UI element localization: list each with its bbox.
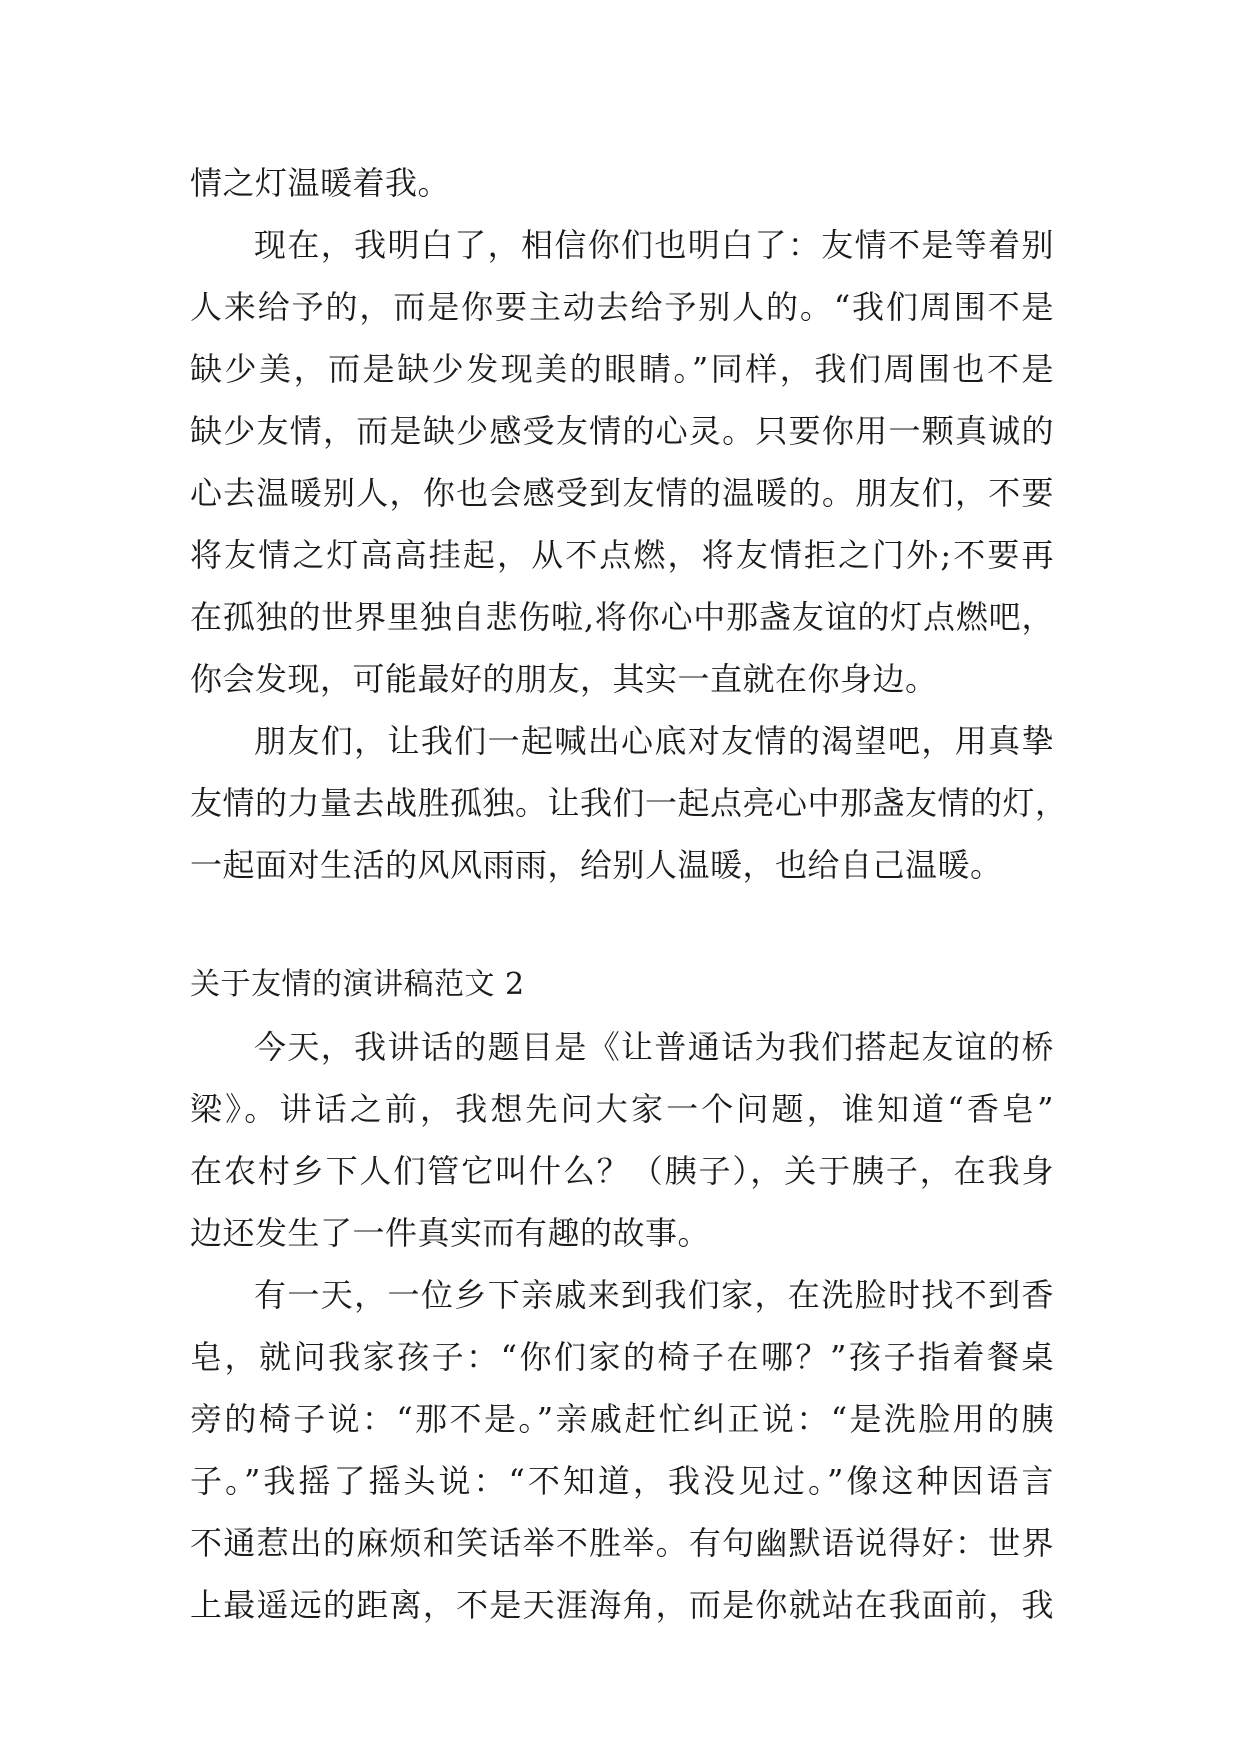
text-line: 上最遥远的距离，不是天涯海角，而是你就站在我面前，我 [190,1586,1054,1624]
text-line: 一起面对生活的风风雨雨，给别人温暖，也给自己温暖。 [190,846,1003,884]
text-line: 你会发现，可能最好的朋友，其实一直就在你身边。 [190,660,938,698]
paragraph [190,152,1054,214]
text-line: 人来给予的，而是你要主动去给予别人的。“我们周围不是 [190,288,1054,326]
document-page [190,152,1068,1636]
text-line: 梁》。讲话之前，我想先问大家一个问题，谁知道“香皂” [190,1090,1054,1128]
text-line: 在孤独的世界里独自悲伤啦,将你心中那盏友谊的灯点燃吧， [190,598,1054,636]
text-line: 旁的椅子说：“那不是。”亲戚赶忙纠正说：“是洗脸用的胰 [190,1400,1054,1438]
text-line: 现在，我明白了，相信你们也明白了：友情不是等着别 [254,226,1054,264]
text-line: 将友情之灯高高挂起，从不点燃，将友情拒之门外;不要再 [190,536,1054,574]
text-line: 友情的力量去战胜孤独。让我们一起点亮心中那盏友情的灯， [190,784,1068,822]
text-line: 有一天，一位乡下亲戚来到我们家，在洗脸时找不到香 [254,1276,1054,1314]
text-line: 心去温暖别人，你也会感受到友情的温暖的。朋友们，不要 [190,474,1054,512]
text-line: 皂，就问我家孩子：“你们家的椅子在哪？”孩子指着餐桌 [190,1338,1054,1376]
section-heading: 关于友情的演讲稿范文 2 [190,967,525,1002]
section-gap [190,896,1054,954]
text-line: 在农村乡下人们管它叫什么？（胰子），关于胰子，在我身 [190,1152,1054,1190]
text-line: 缺少美，而是缺少发现美的眼睛。”同样，我们周围也不是 [190,350,1054,388]
text-line: 缺少友情，而是缺少感受友情的心灵。只要你用一颗真诚的 [190,412,1054,450]
paragraph [190,1016,1054,1264]
text-line: 不通惹出的麻烦和笑话举不胜举。有句幽默语说得好：世界 [190,1524,1054,1562]
paragraph [190,214,1054,710]
text-line: 子。”我摇了摇头说：“不知道，我没见过。”像这种因语言 [190,1462,1054,1500]
body-text-before [190,152,1068,896]
body-text-after [190,1016,1054,1636]
text-line: 边还发生了一件真实而有趣的故事。 [190,1214,711,1252]
text-line: 朋友们，让我们一起喊出心底对友情的渴望吧，用真挚 [254,722,1054,760]
paragraph [190,1264,1054,1636]
text-line: 情之灯温暖着我。 [190,164,451,202]
text-line: 今天，我讲话的题目是《让普通话为我们搭起友谊的桥 [254,1028,1054,1066]
paragraph [190,710,1068,896]
